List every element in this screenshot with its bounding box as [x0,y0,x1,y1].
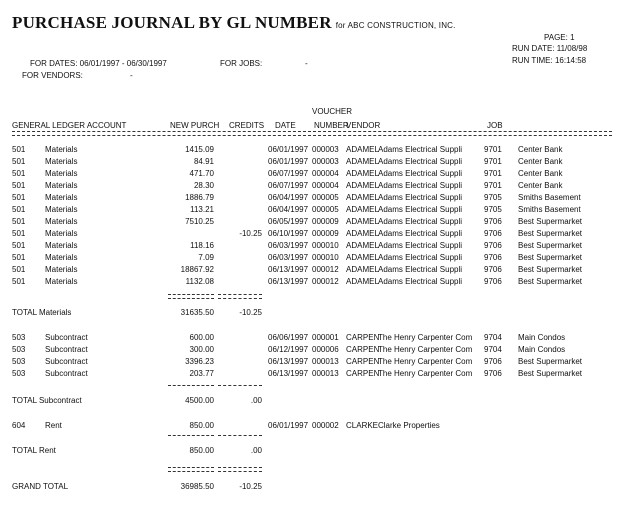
gl-number: 501 [12,253,26,262]
vendor-code: ADAMEL [346,241,379,250]
subtotal-rule [218,385,262,386]
total-credit: -10.25 [239,308,262,317]
date: 06/13/1997 [268,357,309,366]
gl-name: Materials [45,205,78,214]
vendor-code: ADAMEL [346,265,379,274]
vendor-name: Adams Electrical Suppli [378,253,463,262]
job-number: 9701 [484,181,502,190]
header-voucher: VOUCHER [312,107,353,116]
total-label: TOTAL Rent [12,446,56,455]
for-jobs-value: - [305,59,308,68]
subtotal-rule [218,435,262,436]
voucher: 000003 [312,145,339,154]
gl-number: 501 [12,241,26,250]
subtotal-rule [168,385,214,386]
vendor-code: CARPEN [346,333,380,342]
table-row [0,253,632,265]
job-number: 9701 [484,157,502,166]
date: 06/13/1997 [268,369,309,378]
voucher: 000001 [312,333,339,342]
date: 06/04/1997 [268,205,309,214]
table-row [0,193,632,205]
new-purch: 7510.25 [185,217,214,226]
vendor-name: The Henry Carpenter Com [378,357,473,366]
job-number: 9706 [484,357,502,366]
run-date: RUN DATE: 11/08/98 [512,44,588,53]
job-number: 9706 [484,217,502,226]
gl-number: 604 [12,421,26,430]
vendor-code: ADAMEL [346,205,379,214]
vendor-code: ADAMEL [346,157,379,166]
vendor-name: Adams Electrical Suppli [378,157,463,166]
date: 06/13/1997 [268,265,309,274]
new-purch: 28.30 [193,181,214,190]
gl-number: 503 [12,345,26,354]
date: 06/13/1997 [268,277,309,286]
subtotal-rule [218,294,262,299]
job-name: Best Supermarket [518,229,583,238]
vendor-name: The Henry Carpenter Com [378,369,473,378]
grand-total-rule [218,467,262,472]
job-name: Smiths Basement [518,205,581,214]
voucher: 000003 [312,157,339,166]
header-gl-account: GENERAL LEDGER ACCOUNT [12,121,127,130]
new-purch: 1886.79 [185,193,214,202]
date: 06/10/1997 [268,229,309,238]
gl-name: Materials [45,241,78,250]
header-divider [12,131,612,136]
gl-name: Subcontract [45,369,88,378]
job-name: Center Bank [518,169,563,178]
header-vendor: VENDOR [346,121,381,130]
table-row [0,217,632,229]
job-name: Main Condos [518,333,566,342]
header-credits: CREDITS [229,121,265,130]
vendor-code: ADAMEL [346,253,379,262]
new-purch: 1132.08 [185,277,214,286]
table-row [0,421,632,433]
gl-name: Subcontract [45,345,88,354]
total-credit: .00 [250,446,262,455]
job-number: 9705 [484,193,502,202]
vendor-code: ADAMEL [346,145,379,154]
for-jobs-label: FOR JOBS: [220,59,263,68]
job-number: 9704 [484,345,502,354]
new-purch: 113.21 [190,205,214,214]
new-purch: 203.77 [189,369,214,378]
gl-number: 501 [12,181,26,190]
job-name: Best Supermarket [518,253,583,262]
job-number: 9705 [484,205,502,214]
header-new-purch: NEW PURCH [170,121,220,130]
table-row [0,277,632,289]
new-purch: 471.70 [189,169,214,178]
gl-name: Materials [45,217,78,226]
gl-name: Materials [45,277,78,286]
total-row [0,396,632,408]
new-purch: 3396.23 [185,357,214,366]
job-number: 9706 [484,277,502,286]
vendor-name: Adams Electrical Suppli [378,193,463,202]
vendor-name: Adams Electrical Suppli [378,205,463,214]
job-name: Center Bank [518,145,563,154]
total-label: TOTAL Subcontract [12,396,82,405]
date: 06/03/1997 [268,253,309,262]
gl-name: Materials [45,169,78,178]
job-number: 9706 [484,241,502,250]
date: 06/07/1997 [268,169,309,178]
vendor-code: CARPEN [346,369,380,378]
table-row [0,369,632,381]
vendor-code: ADAMEL [346,193,379,202]
table-row [0,333,632,345]
vendor-name: Adams Electrical Suppli [378,169,463,178]
new-purch: 850.00 [189,421,214,430]
vendor-name: Adams Electrical Suppli [378,277,463,286]
new-purch: 300.00 [189,345,214,354]
vendor-name: Adams Electrical Suppli [378,241,463,250]
job-name: Best Supermarket [518,277,583,286]
gl-name: Materials [45,253,78,262]
total-label: TOTAL Materials [12,308,72,317]
credit: -10.25 [239,229,262,238]
table-row [0,169,632,181]
gl-number: 501 [12,205,26,214]
gl-name: Subcontract [45,333,88,342]
total-purch: 850.00 [189,446,214,455]
run-time: RUN TIME: 16:14:58 [512,56,587,65]
gl-number: 501 [12,217,26,226]
new-purch: 600.00 [189,333,214,342]
grand-total-label: GRAND TOTAL [12,482,69,491]
table-row [0,265,632,277]
new-purch: 118.16 [190,241,214,250]
gl-number: 503 [12,369,26,378]
subtotal-rule [168,294,214,299]
gl-number: 501 [12,277,26,286]
job-number: 9704 [484,333,502,342]
voucher: 000012 [312,277,339,286]
job-number: 9706 [484,369,502,378]
vendor-name: Clarke Properties [378,421,440,430]
voucher: 000013 [312,357,339,366]
gl-number: 501 [12,193,26,202]
date: 06/04/1997 [268,193,309,202]
gl-name: Materials [45,265,78,274]
date: 06/12/1997 [268,345,309,354]
header-date: DATE [275,121,296,130]
gl-name: Materials [45,157,78,166]
gl-number: 503 [12,333,26,342]
vendor-code: CLARKE [346,421,379,430]
vendor-name: Adams Electrical Suppli [378,265,463,274]
grand-total-credit: -10.25 [239,482,262,491]
gl-number: 501 [12,169,26,178]
new-purch: 1415.09 [185,145,214,154]
date: 06/01/1997 [268,145,309,154]
gl-name: Subcontract [45,357,88,366]
job-number: 9706 [484,229,502,238]
date: 06/07/1997 [268,181,309,190]
gl-number: 501 [12,229,26,238]
voucher: 000009 [312,229,339,238]
job-name: Smiths Basement [518,193,581,202]
voucher: 000013 [312,369,339,378]
gl-name: Rent [45,421,62,430]
gl-name: Materials [45,181,78,190]
job-name: Best Supermarket [518,369,583,378]
vendor-code: CARPEN [346,357,380,366]
table-row [0,157,632,169]
gl-number: 501 [12,265,26,274]
for-dates: FOR DATES: 06/01/1997 - 06/30/1997 [30,59,167,68]
table-row [0,145,632,157]
date: 06/01/1997 [268,157,309,166]
grand-total-purch: 36985.50 [180,482,214,491]
total-row [0,446,632,458]
gl-number: 503 [12,357,26,366]
vendor-code: ADAMEL [346,217,379,226]
report-title [12,13,456,33]
vendor-name: Adams Electrical Suppli [378,217,463,226]
vendor-code: ADAMEL [346,229,379,238]
report-company: for ABC CONSTRUCTION, INC. [335,21,456,30]
voucher: 000005 [312,193,339,202]
grand-total-row [0,482,632,494]
date: 06/01/1997 [268,421,309,430]
page-number: PAGE: 1 [544,33,575,42]
vendor-name: Adams Electrical Suppli [378,229,463,238]
gl-name: Materials [45,229,78,238]
job-name: Best Supermarket [518,357,583,366]
for-vendors-value: - [130,71,133,80]
new-purch: 18867.92 [180,265,214,274]
date: 06/03/1997 [268,241,309,250]
job-number: 9706 [484,265,502,274]
voucher: 000010 [312,253,339,262]
gl-name: Materials [45,145,78,154]
vendor-code: CARPEN [346,345,380,354]
voucher: 000010 [312,241,339,250]
job-name: Center Bank [518,181,563,190]
job-number: 9706 [484,253,502,262]
voucher: 000012 [312,265,339,274]
report-title-text: PURCHASE JOURNAL BY GL NUMBER [12,13,332,32]
subtotal-rule [168,435,214,436]
table-row [0,181,632,193]
table-row [0,357,632,369]
gl-number: 501 [12,145,26,154]
table-row [0,241,632,253]
new-purch: 7.09 [198,253,214,262]
job-name: Center Bank [518,157,563,166]
voucher: 000004 [312,169,339,178]
vendor-code: ADAMEL [346,277,379,286]
total-purch: 31635.50 [180,308,214,317]
date: 06/05/1997 [268,217,309,226]
job-name: Main Condos [518,345,566,354]
voucher: 000002 [312,421,339,430]
date: 06/06/1997 [268,333,309,342]
voucher: 000005 [312,205,339,214]
total-row [0,308,632,320]
job-name: Best Supermarket [518,241,583,250]
total-purch: 4500.00 [185,396,214,405]
table-row [0,229,632,241]
new-purch: 84.91 [193,157,214,166]
gl-number: 501 [12,157,26,166]
job-name: Best Supermarket [518,217,583,226]
table-row [0,205,632,217]
for-vendors-label: FOR VENDORS: [22,71,83,80]
voucher: 000004 [312,181,339,190]
voucher: 000006 [312,345,339,354]
header-voucher-number: NUMBER [314,121,349,130]
vendor-name: Adams Electrical Suppli [378,145,463,154]
vendor-name: Adams Electrical Suppli [378,181,463,190]
vendor-code: ADAMEL [346,169,379,178]
total-credit: .00 [250,396,262,405]
grand-total-rule [168,467,214,472]
voucher: 000009 [312,217,339,226]
job-name: Best Supermarket [518,265,583,274]
vendor-name: The Henry Carpenter Com [378,333,473,342]
vendor-code: ADAMEL [346,181,379,190]
job-number: 9701 [484,145,502,154]
job-number: 9701 [484,169,502,178]
header-job: JOB [487,121,503,130]
table-row [0,345,632,357]
gl-name: Materials [45,193,78,202]
vendor-name: The Henry Carpenter Com [378,345,473,354]
